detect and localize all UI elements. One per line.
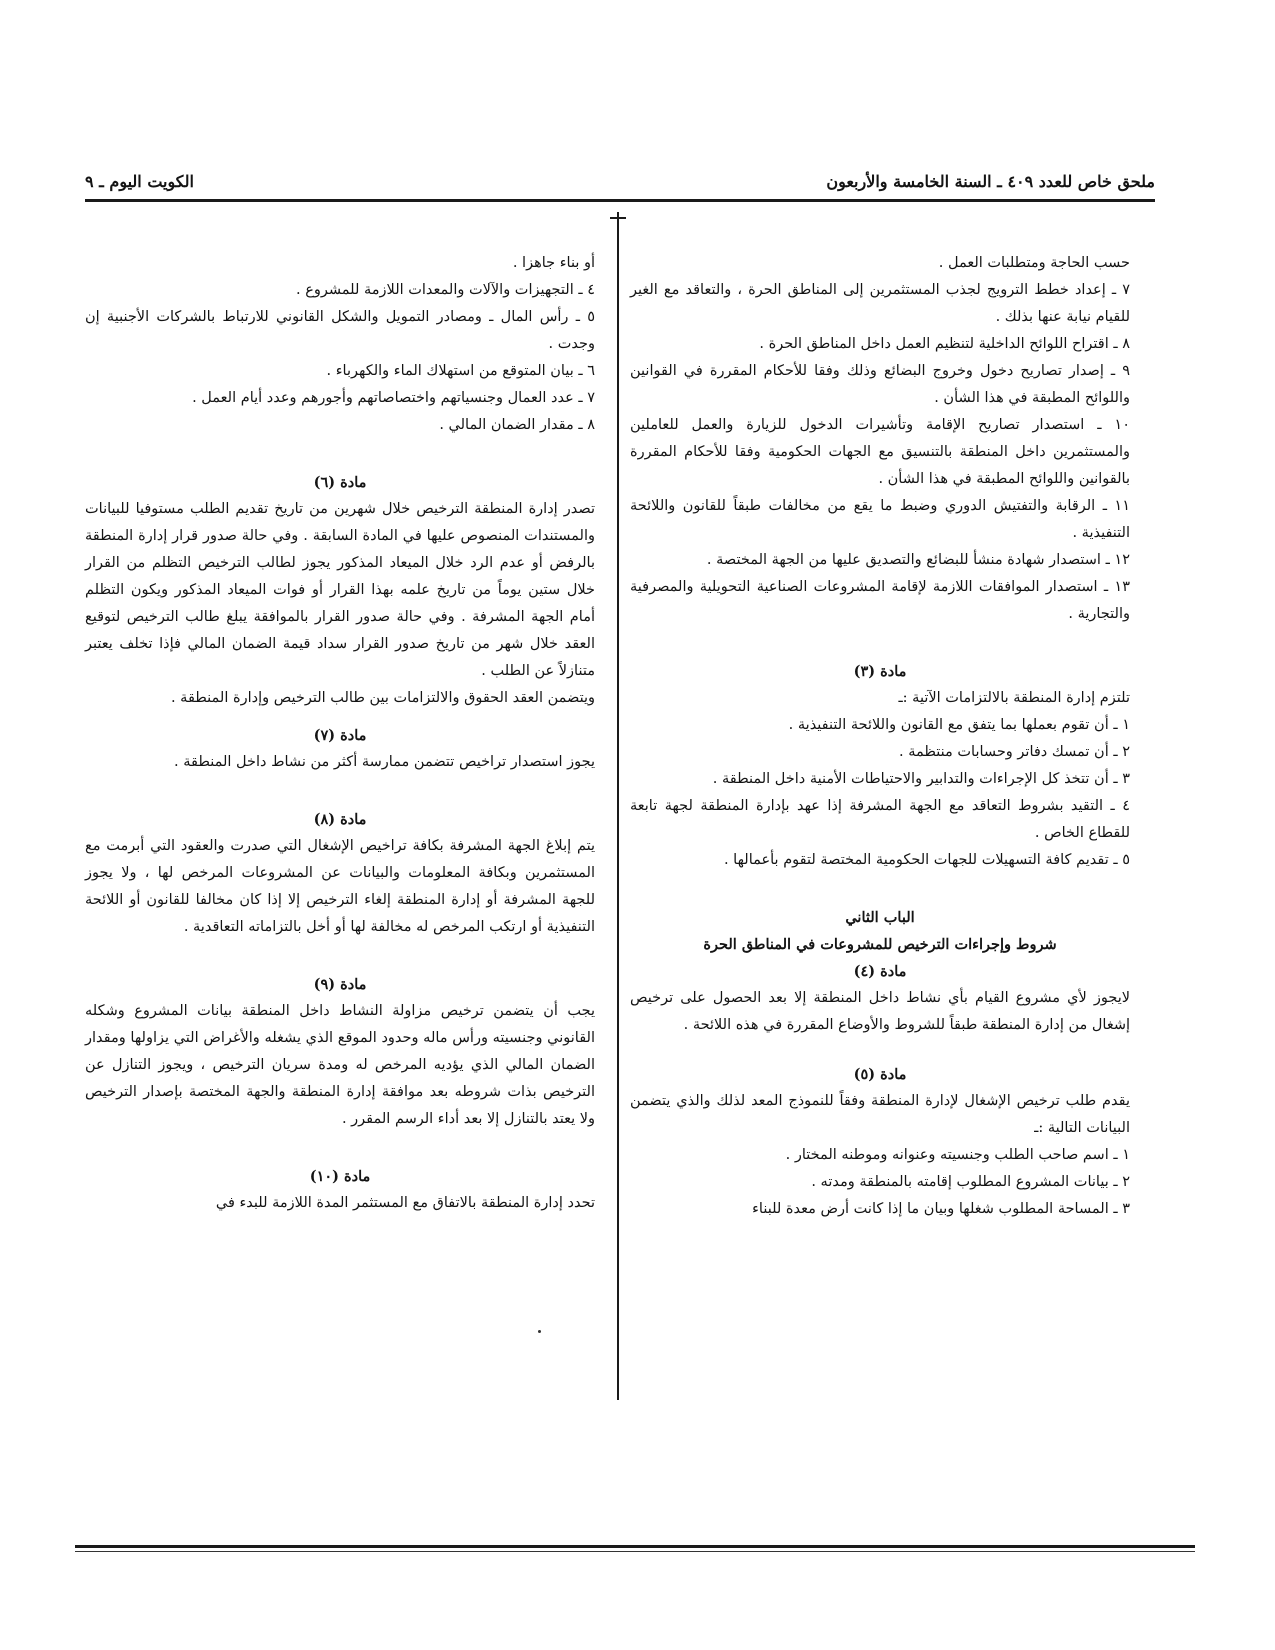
spacer [85,776,595,806]
page-reference: الكويت اليوم ـ ٩ [85,171,194,191]
paragraph: ٨ ـ مقدار الضمان المالي . [439,417,595,433]
spacer [630,1039,1130,1061]
paragraph: ٥ ـ رأس المال ـ ومصادر التمويل والشكل القانوني للارتباط بالشركات الأجنبية إن وجدت . [85,309,595,352]
section-heading: شروط وإجراءات الترخيص للمشروعات في المناطق الحرة [703,936,1057,953]
paragraph: ٩ ـ إصدار تصاريح دخول وخروج البضائع وذلك وفقا للأحكام المقررة في القوانين واللوائح المطبقة في هذا الشأن . [630,363,1130,406]
right-column [630,250,1130,1223]
paragraph: ٤ ـ التقيد بشروط التعاقد مع الجهة المشرفة إذا عهد بإدارة المنطقة لجهة تابعة للقطاع الخاص . [630,798,1130,841]
footer-rule [75,1545,1195,1548]
scan-speck [538,1330,541,1333]
spacer [85,941,595,971]
spacer [85,439,595,469]
section-heading: مادة (٥) [853,1066,907,1083]
paragraph: ٨ ـ اقتراح اللوائح الداخلية لتنظيم العمل داخل المناطق الحرة . [759,336,1130,352]
paragraph: ١٠ ـ استصدار تصاريح الإقامة وتأشيرات الدخول للزيارة والعمل للعاملين والمستثمرين داخل المنطقة بالتنسيق مع الجهات الحكومية وفقا للأحكام المقررة بالقوانين واللوائح المطبقة في هذا الشأن . [630,417,1130,487]
paragraph: يجب أن يتضمن ترخيص مزاولة النشاط داخل المنطقة بيانات المشروع وشكله القانوني وجنسيته ورأس ماله وحدود الموقع الذي يشغله والأغراض التي يزاولها ومقدار الضمان المالي الذي يؤديه المرخص له ومدة سريان الترخيص ، ويجوز التنازل عن الترخيص بذات شروطه بعد موافقة إدارة المنطقة والجهة المختصة بإصدار الترخيص ولا يعتد بالتنازل إلا بعد أداء الرسم المقرر . [85,1003,595,1127]
paragraph: ٥ ـ تقديم كافة التسهيلات للجهات الحكومية المختصة لتقوم بأعمالها . [723,852,1130,868]
left-column [85,250,595,1217]
paragraph: ٧ ـ عدد العمال وجنسياتهم واختصاصاتهم وأجورهم وعدد أيام العمل . [192,390,595,406]
paragraph: ١ ـ اسم صاحب الطلب وجنسيته وعنوانه وموطنه المختار . [785,1147,1130,1163]
paragraph: تلتزم إدارة المنطقة بالالتزامات الآتية :ـ [898,690,1130,706]
section-heading: الباب الثاني [845,909,915,926]
paragraph: تصدر إدارة المنطقة الترخيص خلال شهرين من تاريخ تقديم الطلب مستوفيا للبيانات والمستندات المنصوص عليها في المادة السابقة . وفي حالة صدور قرار إدارة المنطقة بالرفض أو عدم الرد خلال الميعاد المذكور يجوز لطالب الترخيص التظلم من القرار خلال ستين يوماً من تاريخ علمه بهذا القرار أو فوات الميعاد المذكور ويكون التظلم أمام الجهة المشرفة . وفي حالة صدور القرار بالموافقة يبلغ طالب الترخيص لتوقيع العقد خلال شهر من تاريخ صدور القرار سداد قيمة الضمان المالي فإذا تخلف يعتبر متنازلاً عن الطلب . [85,501,595,679]
header-rule [85,199,1155,202]
paragraph: ١١ ـ الرقابة والتفتيش الدوري وضبط ما يقع من مخالفات طبقاً للقانون واللائحة التنفيذية . [630,498,1130,541]
issue-label: ملحق خاص للعدد ٤٠٩ ـ السنة الخامسة والأربعون [826,171,1155,191]
footer-rule-thin [75,1551,1195,1552]
paragraph: ٦ ـ بيان المتوقع من استهلاك الماء والكهرباء . [326,363,595,379]
section-heading: مادة (٣) [853,663,907,680]
section-heading: مادة (٨) [313,811,367,828]
spacer [85,1133,595,1163]
paragraph: ٤ ـ التجهيزات والآلات والمعدات اللازمة للمشروع . [295,282,595,298]
paragraph: ٣ ـ أن تتخذ كل الإجراءات والتدابير والاحتياطات الأمنية داخل المنطقة . [712,771,1130,787]
paragraph: يقدم طلب ترخيص الإشغال لإدارة المنطقة وفقاً للنموذج المعد لذلك والذي يتضمن البيانات التالية :ـ [630,1093,1130,1136]
spacer [630,874,1130,904]
page-header [85,168,1155,194]
column-divider-cross [610,217,626,219]
paragraph: ويتضمن العقد الحقوق والالتزامات بين طالب الترخيص وإدارة المنطقة . [170,690,595,706]
paragraph: ٢ ـ بيانات المشروع المطلوب إقامته بالمنطقة ومدته . [811,1174,1130,1190]
paragraph: تحدد إدارة المنطقة بالاتفاق مع المستثمر المدة اللازمة للبدء في [215,1195,595,1211]
paragraph: يتم إبلاغ الجهة المشرفة بكافة تراخيص الإشغال التي صدرت والعقود التي أبرمت مع المستثمرين وبكافة المعلومات والبيانات عن المشروعات المرخص لها ، ولا يجوز للجهة المشرفة أو إدارة المنطقة إلغاء الترخيص إلا إذا كان مخالفا للقانون أو اللائحة التنفيذية أو ارتكب المرخص له مخالفة لها أو أخل بالتزاماته التعاقدية . [85,838,595,935]
paragraph: ١٣ ـ استصدار الموافقات اللازمة لإقامة المشروعات الصناعية التحويلية والمصرفية والتجارية . [630,579,1130,622]
spacer [630,628,1130,658]
section-heading: مادة (٤) [853,963,907,980]
paragraph: يجوز استصدار تراخيص تتضمن ممارسة أكثر من نشاط داخل المنطقة . [174,754,595,770]
paragraph: ١ ـ أن تقوم بعملها بما يتفق مع القانون واللائحة التنفيذية . [788,717,1130,733]
section-heading: مادة (٧) [313,727,367,744]
paragraph: ٧ ـ إعداد خطط الترويج لجذب المستثمرين إلى المناطق الحرة ، والتعاقد مع الغير للقيام نيابة عنها بذلك . [630,282,1130,325]
paragraph: ٣ ـ المساحة المطلوب شغلها وبيان ما إذا كانت أرض معدة للبناء [752,1201,1130,1217]
column-divider [617,212,619,1400]
section-heading: مادة (١٠) [309,1168,371,1185]
section-heading: مادة (٩) [313,976,367,993]
paragraph: ٢ ـ أن تمسك دفاتر وحسابات منتظمة . [898,744,1130,760]
paragraph: لايجوز لأي مشروع القيام بأي نشاط داخل المنطقة إلا بعد الحصول على ترخيص إشغال من إدارة المنطقة طبقاً للشروط والأوضاع المقررة في هذه اللائحة . [630,990,1130,1033]
paragraph: ١٢ ـ استصدار شهادة منشأ للبضائع والتصديق عليها من الجهة المختصة . [706,552,1130,568]
paragraph: أو بناء جاهزا . [512,255,595,271]
spacer [85,712,595,722]
section-heading: مادة (٦) [313,474,367,491]
paragraph: حسب الحاجة ومتطلبات العمل . [938,255,1130,271]
